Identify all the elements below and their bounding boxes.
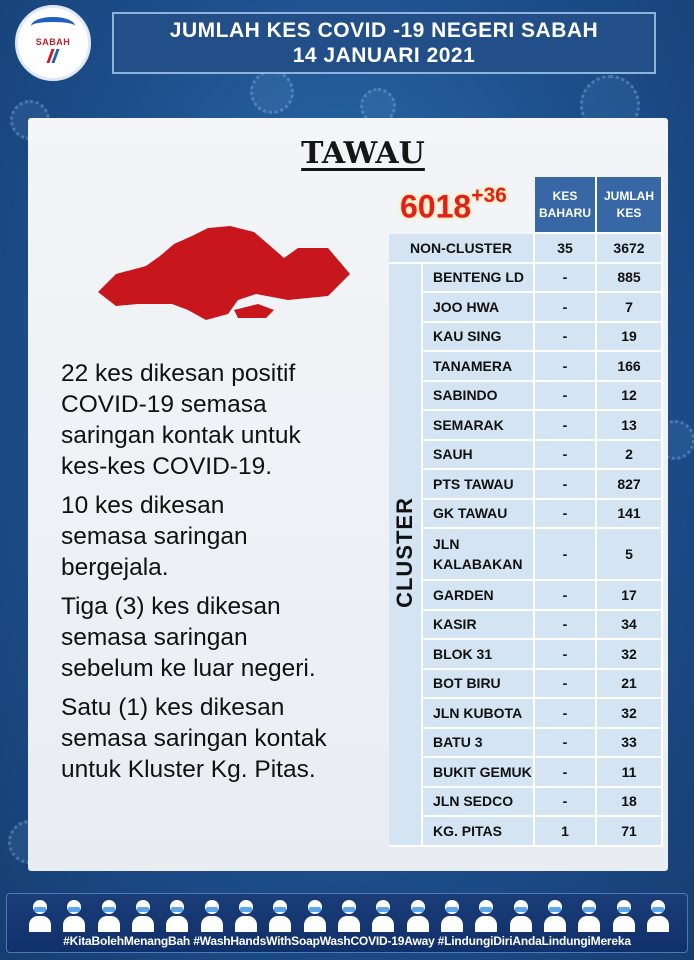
person-icon: [233, 898, 259, 932]
table-row: [389, 529, 663, 581]
note-line: semasa saringan: [61, 523, 248, 550]
person-icon: [508, 898, 534, 932]
person-icon: [199, 898, 225, 932]
non-cluster-name: NON-CLUSTER: [389, 234, 535, 264]
cluster-new-cases: -: [535, 500, 597, 530]
cluster-new-cases: -: [535, 352, 597, 382]
cluster-name-line: SEMARAK: [433, 416, 504, 433]
cluster-total-cases: 11: [597, 758, 663, 788]
header-new-cases-label: KES BAHARU: [539, 188, 591, 220]
cluster-name-line: KG. PITAS: [433, 822, 502, 839]
cluster-total-cases: 12: [597, 382, 663, 412]
note-line: bergejala.: [61, 554, 169, 581]
note-line: semasa saringan kontak: [61, 725, 327, 752]
person-icon: [645, 898, 671, 932]
cluster-name: [423, 611, 535, 641]
cluster-name-line: BUKIT GEMUK: [433, 763, 532, 780]
cluster-name-line: BENTENG LD: [433, 269, 524, 286]
cluster-name: [423, 729, 535, 759]
cluster-total-cases: 32: [597, 640, 663, 670]
table-row: [389, 470, 663, 500]
cluster-total-cases: 34: [597, 611, 663, 641]
cluster-name-line: PTS TAWAU: [433, 475, 514, 492]
cluster-total-cases: 2: [597, 441, 663, 471]
cluster-name: [423, 788, 535, 818]
note-line: COVID-19 semasa: [61, 391, 267, 418]
table-row: [389, 293, 663, 323]
cluster-name: [423, 640, 535, 670]
note-line: kes-kes COVID-19.: [61, 453, 273, 480]
cluster-total-cases: 13: [597, 411, 663, 441]
cluster-new-cases: -: [535, 670, 597, 700]
table-row: [389, 788, 663, 818]
table-row: [389, 264, 663, 294]
campaign-hashtags: #KitaBolehMenangBah #WashHandsWithSoapWashCOVID-19Away #LindungiDiriAndaLindungiMereka: [63, 934, 631, 948]
note-line: semasa saringan: [61, 624, 248, 651]
cluster-total-cases: 32: [597, 699, 663, 729]
cluster-name: [423, 470, 535, 500]
cluster-name-line: BLOK 31: [433, 645, 493, 662]
cluster-name: [423, 264, 535, 294]
person-icon: [405, 898, 431, 932]
header-date: 14 JANUARI 2021: [292, 44, 476, 67]
note-line: 10 kes dikesan: [61, 492, 225, 519]
note-paragraph: [61, 692, 391, 785]
logo-arc-icon: [31, 17, 75, 35]
table-row: [389, 611, 663, 641]
frontliner-figures: [27, 898, 671, 932]
cluster-total-cases: 885: [597, 264, 663, 294]
cluster-name-line: BATU 3: [433, 734, 483, 751]
table-row-non-cluster: [389, 234, 663, 264]
cluster-total-cases: 17: [597, 581, 663, 611]
table-row: [389, 382, 663, 412]
cluster-new-cases: -: [535, 470, 597, 500]
cluster-name: [423, 817, 535, 847]
cluster-new-cases: -: [535, 699, 597, 729]
total-cases-value: 6018: [400, 188, 472, 225]
cluster-name-line: GARDEN: [433, 586, 494, 603]
cluster-new-cases: -: [535, 293, 597, 323]
non-cluster-new: 35: [535, 234, 597, 264]
table-row: [389, 581, 663, 611]
cluster-label: CLUSTER: [392, 497, 417, 608]
cluster-name-line: JLN: [433, 536, 460, 552]
note-line: Tiga (3) kes dikesan: [61, 593, 281, 620]
note-line: Satu (1) kes dikesan: [61, 694, 285, 721]
cluster-name: [423, 670, 535, 700]
person-icon: [542, 898, 568, 932]
total-cases-increase: +36: [471, 184, 507, 207]
cluster-side-label: [389, 264, 423, 847]
table-row: [389, 817, 663, 847]
person-icon: [576, 898, 602, 932]
case-notes: [61, 358, 391, 793]
virus-decoration: [250, 70, 294, 114]
table-body: [389, 234, 663, 847]
header-total-cases: [597, 177, 663, 234]
person-icon: [611, 898, 637, 932]
table-row: [389, 670, 663, 700]
cluster-name: [423, 293, 535, 323]
cluster-name: [423, 699, 535, 729]
header-title: JUMLAH KES COVID -19 NEGERI SABAH: [169, 19, 599, 42]
district-title: TAWAU: [301, 136, 425, 171]
cluster-name: [423, 411, 535, 441]
person-icon: [473, 898, 499, 932]
tawau-map-icon: [88, 214, 350, 324]
person-icon: [27, 898, 53, 932]
campaign-banner: [6, 893, 688, 953]
cluster-total-cases: 21: [597, 670, 663, 700]
cluster-name: [423, 441, 535, 471]
person-icon: [130, 898, 156, 932]
header-total-cases-label: JUMLAH KES: [604, 188, 654, 220]
cluster-new-cases: -: [535, 611, 597, 641]
note-line: sebelum ke luar negeri.: [61, 655, 316, 682]
cluster-new-cases: -: [535, 758, 597, 788]
cluster-name: [423, 500, 535, 530]
person-icon: [164, 898, 190, 932]
cluster-new-cases: -: [535, 581, 597, 611]
note-paragraph: [61, 358, 391, 482]
cluster-name: [423, 323, 535, 353]
cluster-total-cases: 7: [597, 293, 663, 323]
note-line: untuk Kluster Kg. Pitas.: [61, 756, 316, 783]
cluster-total-cases: 5: [597, 529, 663, 581]
cluster-new-cases: -: [535, 788, 597, 818]
cluster-name-line: BOT BIRU: [433, 675, 501, 692]
table-row: [389, 323, 663, 353]
person-icon: [96, 898, 122, 932]
logo-name: SABAH: [35, 37, 71, 47]
table-row: [389, 352, 663, 382]
table-row: [389, 441, 663, 471]
cluster-new-cases: -: [535, 323, 597, 353]
cluster-name-line: JLN SEDCO: [433, 793, 514, 810]
cluster-new-cases: -: [535, 729, 597, 759]
cluster-name-line: KASIR: [433, 616, 477, 633]
map-shape-west: [98, 226, 350, 320]
cluster-table: [389, 177, 663, 847]
person-icon: [439, 898, 465, 932]
page-header: [112, 12, 656, 74]
logo-stripe-icon: [46, 49, 59, 63]
cluster-name-line: GK TAWAU: [433, 505, 508, 522]
cluster-new-cases: -: [535, 411, 597, 441]
cluster-name: [423, 758, 535, 788]
cluster-new-cases: 1: [535, 817, 597, 847]
cluster-name-line: KAU SING: [433, 328, 502, 345]
cluster-total-cases: 19: [597, 323, 663, 353]
cluster-total-cases: 166: [597, 352, 663, 382]
note-line: saringan kontak untuk: [61, 422, 301, 449]
cluster-new-cases: -: [535, 529, 597, 581]
person-icon: [61, 898, 87, 932]
cluster-name-line: KALABAKAN: [433, 556, 523, 572]
cluster-total-cases: 827: [597, 470, 663, 500]
table-row: [389, 758, 663, 788]
header-new-cases: [535, 177, 597, 234]
cluster-total-cases: 71: [597, 817, 663, 847]
table-row: [389, 699, 663, 729]
person-icon: [302, 898, 328, 932]
cluster-new-cases: -: [535, 382, 597, 412]
table-row: [389, 640, 663, 670]
cluster-name-line: JOO HWA: [433, 298, 500, 315]
cluster-name-line: TANAMERA: [433, 357, 513, 374]
note-line: 22 kes dikesan positif: [61, 360, 296, 387]
cluster-new-cases: -: [535, 640, 597, 670]
content-panel: [28, 118, 668, 871]
cluster-total-cases: 141: [597, 500, 663, 530]
cluster-new-cases: -: [535, 441, 597, 471]
cluster-name: [423, 529, 535, 581]
table-header-blank: [389, 177, 535, 234]
note-paragraph: [61, 591, 391, 684]
cluster-name-line: SAUH: [433, 446, 473, 463]
map-shape-island: [234, 304, 274, 318]
cluster-name-line: JLN KUBOTA: [433, 704, 523, 721]
table-row: [389, 500, 663, 530]
cluster-total-cases: 18: [597, 788, 663, 818]
sabah-health-logo: [15, 5, 91, 81]
cluster-total-cases: 33: [597, 729, 663, 759]
person-icon: [267, 898, 293, 932]
table-row: [389, 729, 663, 759]
table-row: [389, 411, 663, 441]
cluster-new-cases: -: [535, 264, 597, 294]
person-icon: [336, 898, 362, 932]
non-cluster-total: 3672: [597, 234, 663, 264]
cluster-name: [423, 581, 535, 611]
note-paragraph: [61, 490, 391, 583]
cluster-name: [423, 382, 535, 412]
cluster-name: [423, 352, 535, 382]
person-icon: [370, 898, 396, 932]
cluster-name-line: SABINDO: [433, 387, 498, 404]
